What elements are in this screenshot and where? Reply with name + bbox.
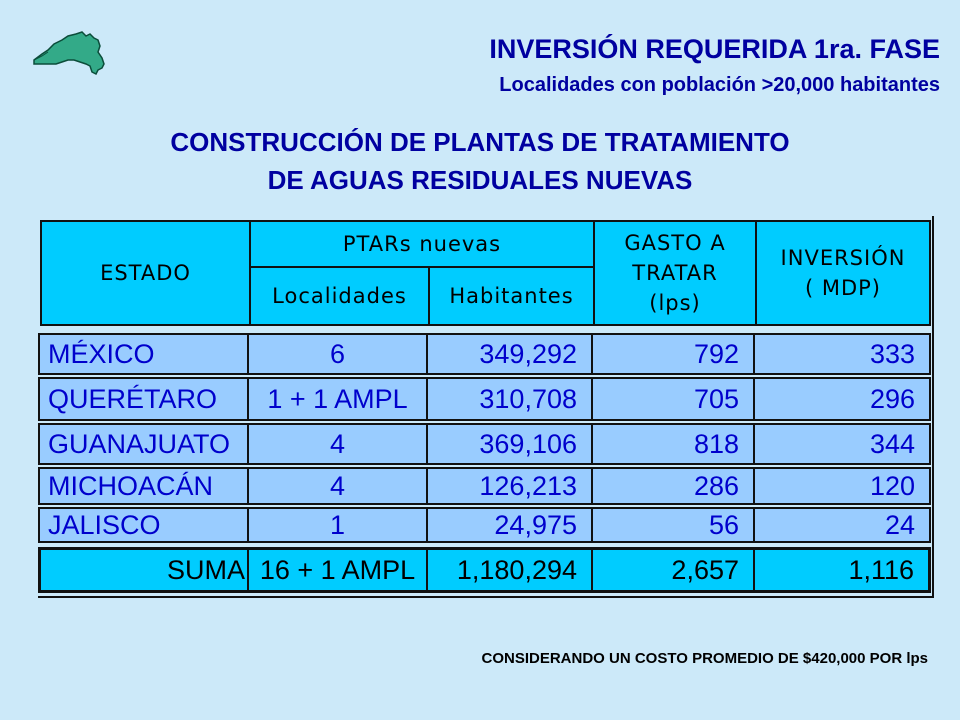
map-icon [28,30,108,78]
table-row [38,333,931,375]
header-inversion-line1: INVERSIÓN [780,246,906,270]
cell-localidades: 1 [329,509,346,540]
cell-estado: MICHOACÁN [48,470,214,501]
cell-total-habitantes: 1,180,294 [456,554,577,585]
header-gasto-line1: GASTO A [624,231,726,255]
table-row [38,507,931,543]
cell-localidades: 4 [329,428,346,459]
cell-gasto: 56 [708,509,739,540]
cell-total-inversion: 1,116 [848,554,914,585]
header-habitantes: Habitantes [449,284,574,308]
cell-inversion: 333 [869,338,915,369]
main-title-line1: CONSTRUCCIÓN DE PLANTAS DE TRATAMIENTO [170,127,790,157]
page-title: INVERSIÓN REQUERIDA 1ra. FASE [489,34,940,64]
header-gasto-line3: (lps) [649,291,701,315]
header-estado: ESTADO [100,261,191,285]
cell-inversion: 120 [869,470,915,501]
table-row [38,423,931,465]
cell-inversion: 24 [884,509,915,540]
header-ptars-nuevas: PTARs nuevas [342,232,502,256]
cell-suma-label: SUMA [166,554,245,585]
cell-localidades: 6 [329,338,346,369]
cell-total-localidades: 16 + 1 AMPL [259,554,416,585]
cell-gasto: 705 [693,383,739,414]
header-localidades: Localidades [272,284,407,308]
table-row [38,467,931,505]
cell-gasto: 792 [693,338,739,369]
cell-estado: QUERÉTARO [48,383,218,414]
cell-habitantes: 369,106 [479,428,577,459]
cell-habitantes: 349,292 [479,338,577,369]
header-inversion [757,222,929,324]
header-gasto-line2: TRATAR [632,261,718,285]
page-subtitle: Localidades con población >20,000 habitantes [499,74,940,96]
cell-gasto: 286 [693,470,739,501]
cell-estado: GUANAJUATO [48,428,231,459]
header-gasto-a-tratar [595,222,755,324]
table-total-row [38,547,931,593]
cell-estado: MÉXICO [48,338,155,369]
header-inversion-line2: ( MDP) [804,276,881,300]
cell-habitantes: 310,708 [479,383,577,414]
table-row [38,377,931,421]
cell-gasto: 818 [693,428,739,459]
cell-total-gasto: 2,657 [671,554,739,585]
cell-inversion: 296 [869,383,915,414]
cell-localidades: 4 [329,470,346,501]
main-title-line2: DE AGUAS RESIDUALES NUEVAS [267,165,693,195]
cell-habitantes: 24,975 [494,509,577,540]
cell-localidades: 1 + 1 AMPL [267,383,408,414]
footnote: CONSIDERANDO UN COSTO PROMEDIO DE $420,000 POR lps [481,650,928,667]
cell-estado: JALISCO [48,509,161,540]
cell-inversion: 344 [869,428,915,459]
table-header [40,220,931,326]
cell-habitantes: 126,213 [479,470,577,501]
